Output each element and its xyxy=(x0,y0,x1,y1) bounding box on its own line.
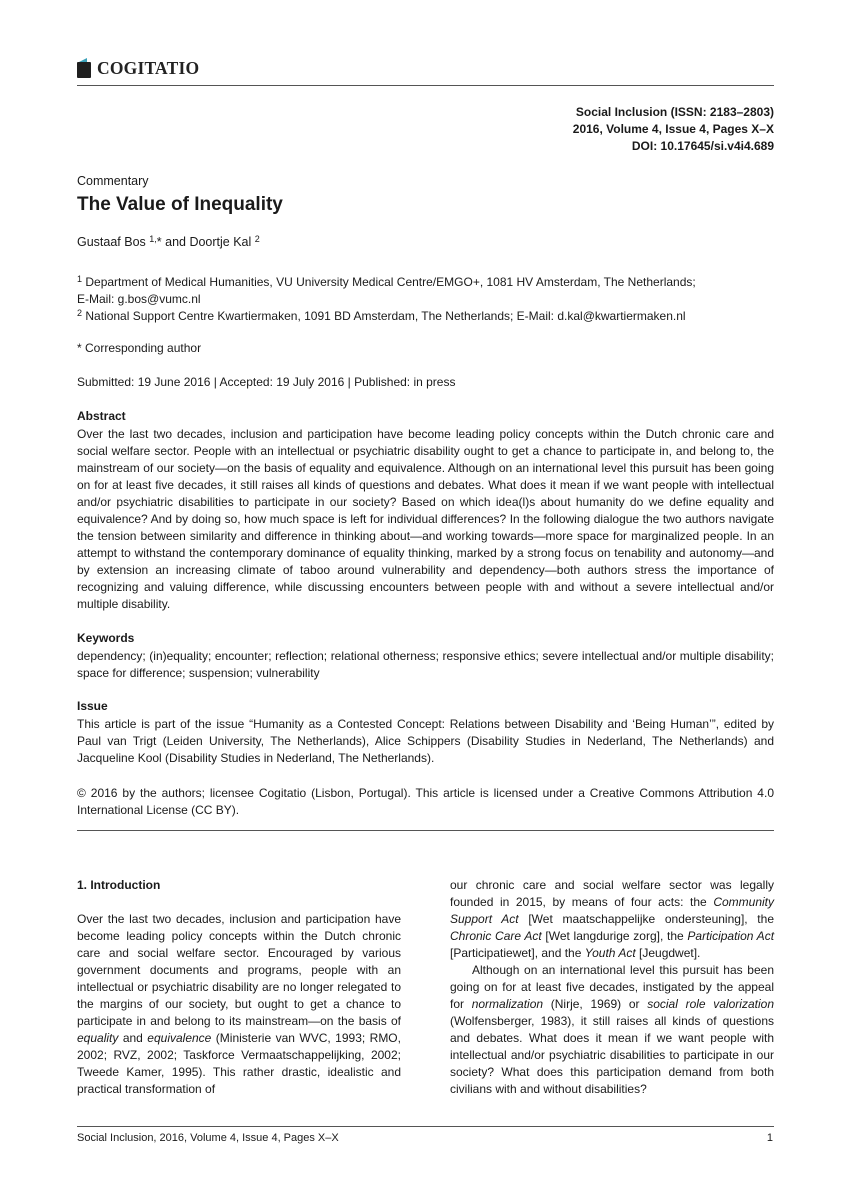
footer-divider xyxy=(77,1126,774,1127)
affiliation-2 xyxy=(77,305,777,325)
author-name: Gustaaf Bos xyxy=(77,235,150,249)
affiliation-mark: 2 xyxy=(254,234,260,244)
affiliation-1 xyxy=(77,271,777,308)
journal-info xyxy=(573,104,774,155)
abstract-text: Over the last two decades, inclusion and participation have become leading policy concepts within the Dutch chronic care and social welfare sector. People with an intellectual or psychiatric disability ought to get a chance to participate in, and belong to, the mainstream of our society—on the basis of equality and equivalence. Although on an international level this pursuit has been going on for at least five decades, it still raises all kinds of questions and debates. What does it mean if we want people with intellectual and/or psychiatric disabilities to participate in our society? Based on which idea(l)s about humanity do we define equality and equivalence? And by doing so, how much space is left for individual differences? In the following dialogue the two authors navigate the tension between similarity and difference in thinking about—and working towards—more space for marginalized people. In an attempt to withstand the contemporary dominance of equality thinking, marked by a strong focus on tenability and autonomy—and by extension an increasing climate of taboo around vulnerability and dependency—both authors stress the importance of recognizing and valuing difference, while discussing encounters between people with and without a severe intellectual and/or multiple disability. xyxy=(77,427,774,611)
body-left-column xyxy=(77,877,401,1098)
article-type: Commentary xyxy=(77,174,149,188)
submission-dates: Submitted: 19 June 2016 | Accepted: 19 July 2016 | Published: in press xyxy=(77,375,456,389)
logo-text: COGITATIO xyxy=(97,57,200,78)
body-paragraph: Over the last two decades, inclusion and participation have become leading policy concepts within the Dutch chronic care and social welfare sector. Encouraged by various government documents and programs, people with an intellectual or psychiatric disability are no longer relegated to the margins of our society, but ought to get a chance to participate in and belong to its mainstream—on the basis of equality and equivalence (Ministerie van WVC, 1993; RMO, 2002; RVZ, 2002; Taskforce Vermaatschappelijking, 2002; Tweede Kamer, 1995). This rather drastic, idealistic and practical transformation of xyxy=(77,912,401,1096)
page-number: 1 xyxy=(766,1132,773,1144)
journal-name: Social Inclusion (ISSN: 2183–2803) xyxy=(575,105,774,119)
abstract-heading: Abstract xyxy=(77,409,126,423)
journal-volume: 2016, Volume 4, Issue 4, Pages X–X xyxy=(572,122,774,136)
abstract-divider xyxy=(77,830,774,831)
body-paragraph: Although on an international level this pursuit has been going on for at least five decades, instigated by the appeal for normalization (Nirje, 1969) or social role valorization (Wolfensberger, 1983), it still raises all kinds of questions and debates. What does it mean if we want people with intellectual and/or psychiatric disabilities to participate in our society? What does this participation demand from both civilians with and without disabilities? xyxy=(450,963,774,1096)
article-title: The Value of Inequality xyxy=(77,194,283,215)
affiliation-text: National Support Centre Kwartiermaken, 1091 BD Amsterdam, The Netherlands; E-Mail: d.kal@kwartiermaken.nl xyxy=(82,309,686,323)
corresponding-author-note: * Corresponding author xyxy=(77,341,202,355)
license-text: © 2016 by the authors; licensee Cogitatio (Lisbon, Portugal). This article is licensed under a Creative Commons Attribution 4.0 International License (CC BY). xyxy=(77,786,774,817)
body-paragraph: our chronic care and social welfare sector was legally founded in 2015, by means of four acts: the Community Support Act [Wet maatschappelijke ondersteuning], the Chronic Care Act [Wet langdurige zorg], the Participation Act [Participatiewet], and the Youth Act [Jeugdwet]. xyxy=(450,878,775,960)
affiliation-mark: 1, xyxy=(149,234,157,244)
issue-heading: Issue xyxy=(77,699,108,713)
keywords-heading: Keywords xyxy=(77,631,135,645)
affiliation-email: E-Mail: g.bos@vumc.nl xyxy=(77,292,201,306)
section-heading-introduction: 1. Introduction xyxy=(77,878,161,892)
affiliation-text: Department of Medical Humanities, VU University Medical Centre/EMGO+, 1081 HV Amsterdam, The Netherlands; xyxy=(82,275,696,289)
keywords-text: dependency; (in)equality; encounter; reflection; relational otherness; responsive ethics; severe intellectual and/or multiple disability; space for difference; suspension; vulnerability xyxy=(77,649,774,680)
affiliation-mark: 1 xyxy=(77,274,83,284)
footer-citation: Social Inclusion, 2016, Volume 4, Issue 4, Pages X–X xyxy=(77,1132,339,1144)
author-name: * and Doortje Kal xyxy=(156,235,255,249)
logo-mark-icon xyxy=(77,58,93,78)
cogitatio-logo xyxy=(77,56,199,80)
journal-doi: DOI: 10.17645/si.v4i4.689 xyxy=(631,139,774,153)
author-list xyxy=(77,234,260,249)
header-divider xyxy=(77,85,774,86)
issue-text: This article is part of the issue “Humanity as a Contested Concept: Relations between Disability and ‘Being Human’”, edited by Paul van Trigt (Leiden University, The Netherlands), Alice Schippers (Disability Studies in Nederland, The Netherlands) and Jacqueline Kool (Disability Studies in Nederland, The Netherlands). xyxy=(77,717,774,765)
body-right-column xyxy=(450,877,774,1098)
affiliation-mark: 2 xyxy=(77,308,83,318)
